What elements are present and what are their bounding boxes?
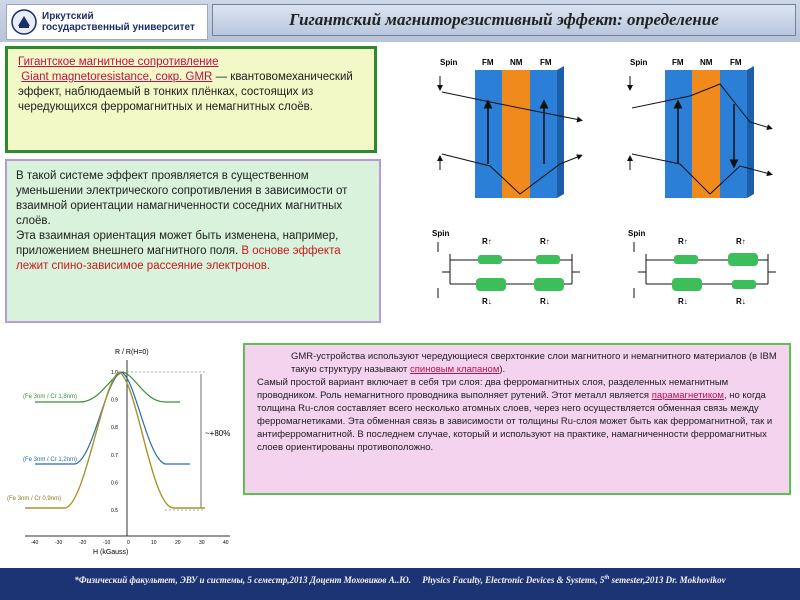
seal-icon	[11, 9, 37, 35]
explanation-box	[5, 159, 381, 323]
fm-label-2: FM	[730, 58, 742, 67]
nm-label: NM	[510, 58, 523, 67]
graph-annotation: ~+80%	[205, 429, 231, 438]
label-cr-0-9nm: (Fe 3nm / Cr 0,9nm)	[7, 496, 62, 502]
term-ru: Гигантское магнитное сопротивление	[18, 56, 219, 68]
term-en: Giant magnetoresistance, сокр. GMR	[21, 71, 213, 83]
fm-label: FM	[482, 58, 494, 67]
term-dash: —	[212, 71, 228, 83]
slide-title-box	[212, 4, 796, 36]
x-tick-label: -30	[55, 540, 63, 546]
x-tick-label: -40	[31, 540, 39, 546]
r-down-label: R↓	[736, 297, 746, 306]
spin-label: Spin	[630, 58, 648, 67]
x-tick-label: 20	[175, 540, 181, 546]
y-tick-label: 0.8	[111, 425, 118, 432]
x-tick-label: 40	[223, 540, 229, 546]
details-p1a: GMR-устройства используют чередующиеся сверхтонкие слои магнитного и немагнитного материалов (в IBM такую структуру называют	[291, 351, 777, 375]
resistor-small	[732, 280, 756, 289]
label-cr-1-8nm: (Fe 3nm / Cr 1,8nm)	[23, 394, 78, 400]
link-spin-valve[interactable]: спиновым клапаном	[410, 364, 500, 375]
gmr-graph	[5, 340, 237, 562]
details-p1b: ).	[499, 364, 506, 375]
r-up-label: R↑	[540, 237, 550, 246]
y-tick-label: 0.5	[111, 508, 118, 514]
definition-box	[5, 46, 377, 153]
layer-diagrams	[430, 54, 790, 204]
r-up-label: R↑	[482, 237, 492, 246]
curve-cr-0-9nm	[25, 372, 205, 508]
resistor-small	[478, 255, 502, 264]
footer-ru: *Физический факультет, ЭВУ и системы, 5 семестр,2013 Доцент Моховиков А..Ю.	[74, 575, 411, 585]
label-cr-1-2nm: (Fe 3nm / Cr 1,2nm)	[23, 457, 78, 463]
slide-title: Гигантский магниторезистивный эффект: определение	[289, 10, 719, 29]
footer-text	[0, 575, 800, 585]
graph-ylabel: R / R(H=0)	[115, 349, 149, 356]
nm-layer	[502, 70, 530, 198]
layers-antiparallel	[630, 58, 770, 198]
fm-label-2: FM	[540, 58, 552, 67]
details-p2a: Самый простой вариант включает в себя три слоя: два ферромагнитных слоя, разделенных немагнитным проводником. Роль немагнитного проводника выполняет рутений. Этот металл является	[257, 377, 729, 401]
resistor-large	[534, 278, 564, 291]
resistor-large	[728, 253, 758, 266]
r-up-label: R↑	[736, 237, 746, 246]
footer-en2: semester,2013 Dr. Mokhovikov	[609, 575, 726, 585]
y-tick-label: 0.9	[111, 397, 118, 404]
explanation-part1: В такой системе эффект проявляется в существенном уменьшении электрического сопротивления в зависимости от взаимной ориентации намагниченности соседних магнитных слоёв.	[16, 170, 348, 227]
r-down-label: R↓	[678, 297, 688, 306]
x-tick-label: 0	[127, 540, 130, 546]
link-paramagnet[interactable]: парамагнетиком	[651, 390, 724, 401]
details-box	[243, 343, 791, 495]
y-tick-label: 0.6	[111, 480, 118, 487]
x-tick-label: -20	[79, 540, 87, 546]
explanation-part2: Эта взаимная ориентация может быть изменена, например, приложением внешнего магнитного поля.	[16, 230, 339, 257]
r-down-label: R↓	[540, 297, 550, 306]
definition-text: квантовомеханический эффект, наблюдаемый в тонких плёнках, состоящих из чередующихся ферромагнитных и немагнитных слоёв.	[18, 71, 353, 113]
graph-xlabel: H (kGauss)	[93, 549, 129, 556]
circuit-antiparallel	[628, 229, 776, 306]
x-tick-label: -10	[103, 540, 111, 546]
fm-label: FM	[672, 58, 684, 67]
curve-cr-1-2nm	[35, 372, 190, 464]
footer-sup: th	[604, 575, 610, 581]
spin-label: Spin	[432, 229, 450, 238]
resistor-circuits	[432, 222, 790, 314]
y-tick-label: 0.7	[111, 452, 118, 459]
logo-line1: Иркутский	[42, 11, 94, 22]
university-logo	[6, 4, 208, 40]
resistor-small	[536, 255, 560, 264]
x-tick-label: 30	[199, 540, 205, 546]
resistor-large	[476, 278, 506, 291]
resistor-large	[672, 278, 702, 291]
spin-label: Spin	[628, 229, 646, 238]
layers-parallel	[440, 58, 580, 198]
r-up-label: R↑	[678, 237, 688, 246]
explanation-part3: В основе эффекта лежит спино-зависимое рассеяние электронов.	[16, 245, 341, 272]
circuit-parallel	[432, 229, 580, 306]
y-tick-label: 1.0	[111, 370, 118, 376]
logo-line2: государственный университет	[42, 22, 195, 33]
r-down-label: R↓	[482, 297, 492, 306]
footer-en: Physics Faculty, Electronic Devices & Systems, 5	[422, 575, 605, 585]
details-p2b: , но когда толщина Ru-слоя составляет всего несколько атомных слоев, через него осуществляется обменная связь между ферромагнетиками. Эта обменная связь в зависимости от толщины Ru-слоя может быть как ферромагнитной, так и антиферромагнитной. В последнем случае, который и используют на практике, намагниченности ферромагнитных слоев ориентированы противоположно.	[257, 390, 773, 453]
nm-label: NM	[700, 58, 713, 67]
resistor-small	[674, 255, 698, 264]
x-tick-label: 10	[151, 540, 157, 546]
spin-label: Spin	[440, 58, 458, 67]
